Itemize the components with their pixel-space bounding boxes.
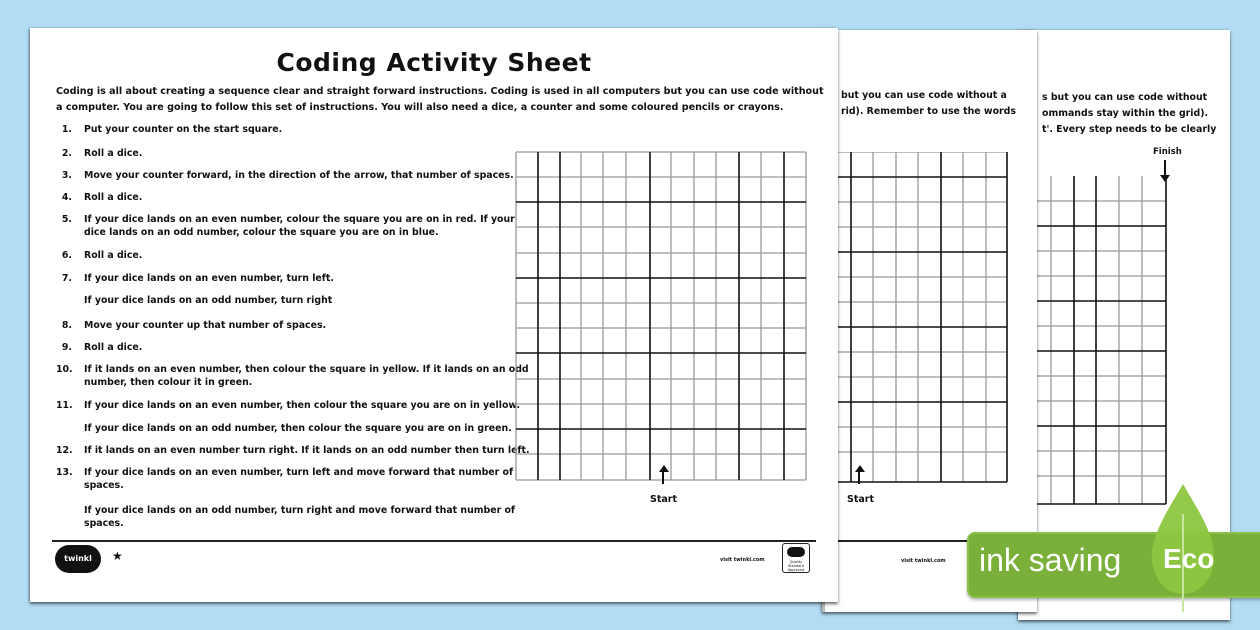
worksheet-page-1: Coding Activity Sheet Coding is all about creating a sequence clear and straight forward instructions. Coding is used in all computers but you can use code without a computer. You are going to follow this set of instructions. You will also need a dice, a counter and some coloured pencils or crayons. 1. Put your counter on the start square. 2. Roll a dice. 3. Move your counter forward, in the direction of the arrow, that number of spaces. 4. Roll a dice. 5. If your dice lands on an even number, colour the square you are on in red. If your dice lands on an odd number, colour the square you are on in blue. 6. Roll a dice. 7. If your dice lands on an even number, turn left. If your dice lands on an odd number, turn right 8. Move your counter up that number of spaces. 9. Roll a dice. 10. If it lands on an even number, then colour the square in yellow. If it lands on an odd number, then colour it in green. 11. If your dice lands on an even number, then colour the square you are on in yellow. If your dice lands on an odd number, then colour the square you are on in green. 12. If it lands on an even number turn right. If it lands on an odd number then turn left. 13. If your dice lands on an even number, turn left and move forward that number of spaces. If your dice lands on an odd number, turn right and move forward that number of spaces. Start twinkl ★ visit twinkl.com Quality Standard Approved [30, 28, 838, 602]
finish-label: Finish [1153, 147, 1182, 157]
page-title: Coding Activity Sheet [276, 48, 592, 77]
page2-intro-line2: rid). Remember to use the words [841, 106, 1016, 117]
page2-intro-line1: but you can use code without a [841, 90, 1007, 101]
page2-footer-url: visit twinkl.com [901, 558, 946, 564]
quality-badge-icon: Quality Standard Approved [782, 543, 810, 573]
page3-grid [1018, 176, 1178, 506]
star-icon: ★ [112, 549, 123, 563]
page2-grid [825, 152, 1015, 484]
page3-intro-line1: s but you can use code without [1042, 92, 1208, 103]
twinkl-logo: twinkl [55, 545, 101, 573]
finish-arrow-icon [1164, 160, 1166, 176]
worksheet-page-2 [822, 30, 1037, 612]
page2-start-arrow-icon [858, 470, 860, 484]
intro-line-1: Coding is all about creating a sequence clear and straight forward instructions. Coding is used in all computers but you can use code without [56, 86, 824, 97]
footer-divider [52, 540, 816, 542]
page3-intro-line3: t'. Every step needs to be clearly [1042, 124, 1217, 135]
start-label: Start [650, 494, 678, 505]
eco-label: Eco [1163, 543, 1215, 574]
ink-saving-badge [967, 532, 1260, 598]
ink-saving-label: ink saving [979, 542, 1122, 578]
page3-intro-line2: ommands stay within the grid). [1042, 108, 1209, 119]
footer-url: visit twinkl.com [720, 557, 765, 563]
coding-grid [514, 150, 810, 484]
intro-line-2: a computer. You are going to follow this set of instructions. You will also need a dice, a counter and some coloured pencils or crayons. [56, 102, 784, 113]
intro-text [56, 84, 836, 116]
start-arrow-icon [662, 470, 664, 484]
page2-start-label: Start [847, 494, 875, 505]
